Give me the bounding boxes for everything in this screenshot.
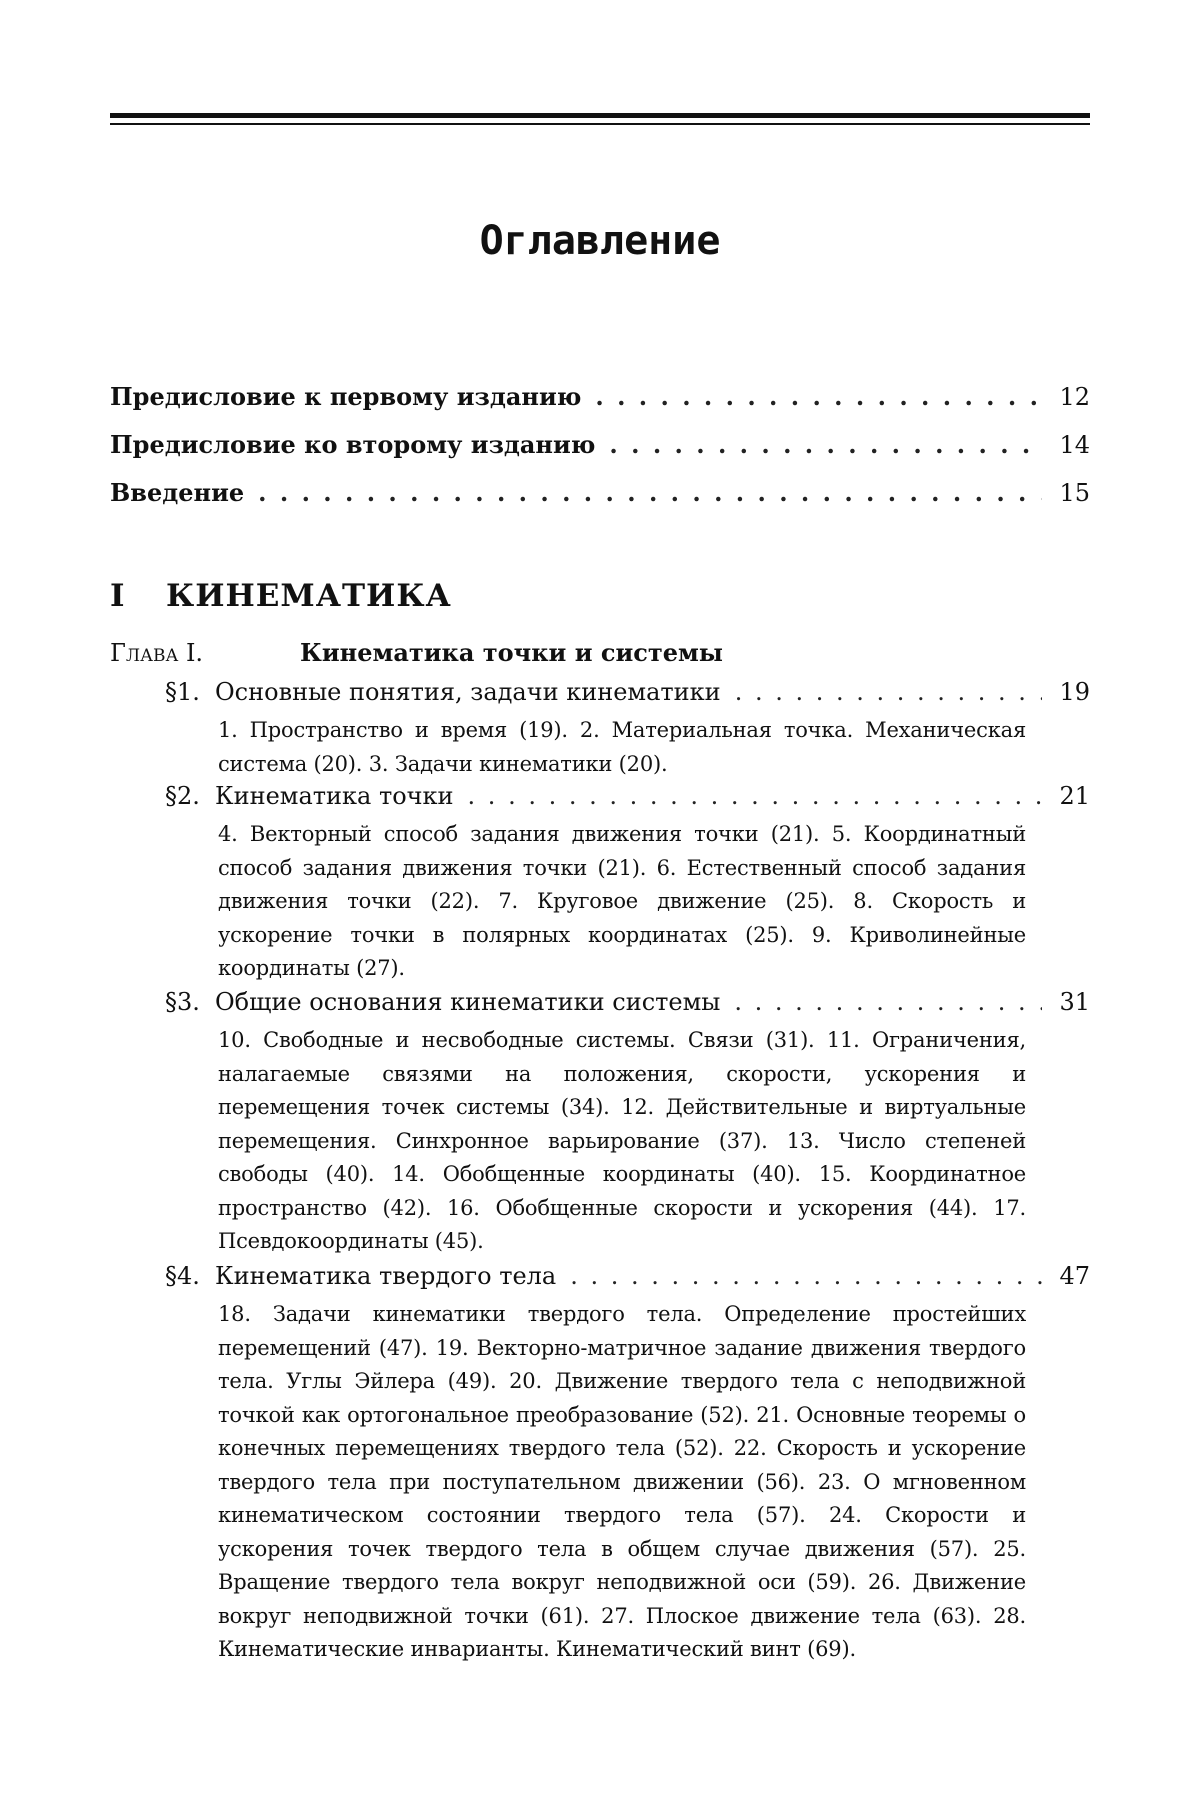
toc-entry-label: Предисловие к первому изданию <box>110 382 582 411</box>
section-sign: §3. <box>165 988 200 1016</box>
section-sign: §4. <box>165 1262 200 1290</box>
dot-leader <box>735 678 1042 706</box>
toc-entry-introduction[interactable] <box>110 478 1090 507</box>
section-page: 47 <box>1059 1262 1090 1290</box>
dot-leader <box>570 1262 1042 1290</box>
chapter-heading <box>110 638 723 667</box>
toc-section-3[interactable] <box>165 988 1090 1016</box>
section-sign: §2. <box>165 782 200 810</box>
header-rule-thick <box>110 113 1090 118</box>
part-heading <box>110 578 452 614</box>
part-title: КИНЕМАТИКА <box>166 578 452 614</box>
dot-leader <box>609 430 1042 459</box>
dot-leader <box>258 478 1042 507</box>
section-sign: §1. <box>165 678 200 706</box>
toc-section-1[interactable] <box>165 678 1090 706</box>
toc-entry-preface-second[interactable] <box>110 430 1090 459</box>
toc-entry-label: Предисловие ко второму изданию <box>110 430 596 459</box>
section-2-description: 4. Векторный способ задания движения точки (21). 5. Координатный способ задания движения точки (21). 6. Естественный способ задания движения точки (22). 7. Круговое движение (25). 8. Скорость и ускорение точки в полярных координатах (25). 9. Криволинейные координаты (27). <box>218 822 1026 980</box>
section-3-description: 10. Свободные и несвободные системы. Связи (31). 11. Ограничения, налагаемые связями на положения, скорости, ускорения и перемещения точек системы (34). 12. Действительные и виртуальные перемещения. Синхронное варьирование (37). 13. Число степеней свободы (40). 14. Обобщенные координаты (40). 15. Координатное пространство (42). 16. Обобщенные скорости и ускорения (44). 17. Псевдокоординаты (45). <box>218 1028 1026 1253</box>
section-heading <box>165 678 721 706</box>
page-title: Оглавление <box>479 218 721 264</box>
toc-entry-preface-first[interactable] <box>110 382 1090 411</box>
chapter-title: Кинематика точки и системы <box>300 638 723 667</box>
section-heading <box>165 1262 556 1290</box>
toc-entry-page: 12 <box>1059 383 1090 411</box>
section-heading <box>165 988 720 1016</box>
dot-leader <box>595 382 1042 411</box>
chapter-label: Глава I. <box>110 639 204 667</box>
section-page: 31 <box>1059 988 1090 1016</box>
section-page: 19 <box>1059 678 1090 706</box>
section-title: Основные понятия, задачи кинематики <box>215 678 721 706</box>
toc-section-4[interactable] <box>165 1262 1090 1290</box>
toc-entry-label: Введение <box>110 478 245 507</box>
dot-leader <box>468 782 1042 810</box>
toc-section-2[interactable] <box>165 782 1090 810</box>
section-4-description: 18. Задачи кинематики твердого тела. Определение простейших перемещений (47). 19. Векторно-матричное задание движения твердого тела. Углы Эйлера (49). 20. Движение твердого тела с неподвижной точкой как ортогональное преобразование (52). 21. Основные теоремы о конечных перемещениях твердого тела (52). 22. Скорость и ускорение твердого тела при поступательном движении (56). 23. О мгновенном кинематическом состоянии твердого тела (57). 24. Скорости и ускорения точек твердого тела в общем случае движения (57). 25. Вращение твердого тела вокруг неподвижной оси (59). 26. Движение вокруг неподвижной точки (61). 27. Плоское движение тела (63). 28. Кинематические инварианты. Кинематический винт (69). <box>218 1302 1026 1661</box>
dot-leader <box>734 988 1042 1016</box>
part-number: I <box>110 578 126 614</box>
header-rule-thin <box>110 123 1090 125</box>
section-title: Кинематика твердого тела <box>215 1262 557 1290</box>
section-1-description: 1. Пространство и время (19). 2. Материальная точка. Механическая система (20). 3. Задачи кинематики (20). <box>218 718 1026 776</box>
toc-entry-page: 14 <box>1059 431 1090 459</box>
section-title: Общие основания кинематики системы <box>215 988 721 1016</box>
section-heading <box>165 782 454 810</box>
toc-entry-page: 15 <box>1059 479 1090 507</box>
section-page: 21 <box>1059 782 1090 810</box>
section-title: Кинематика точки <box>215 782 454 810</box>
